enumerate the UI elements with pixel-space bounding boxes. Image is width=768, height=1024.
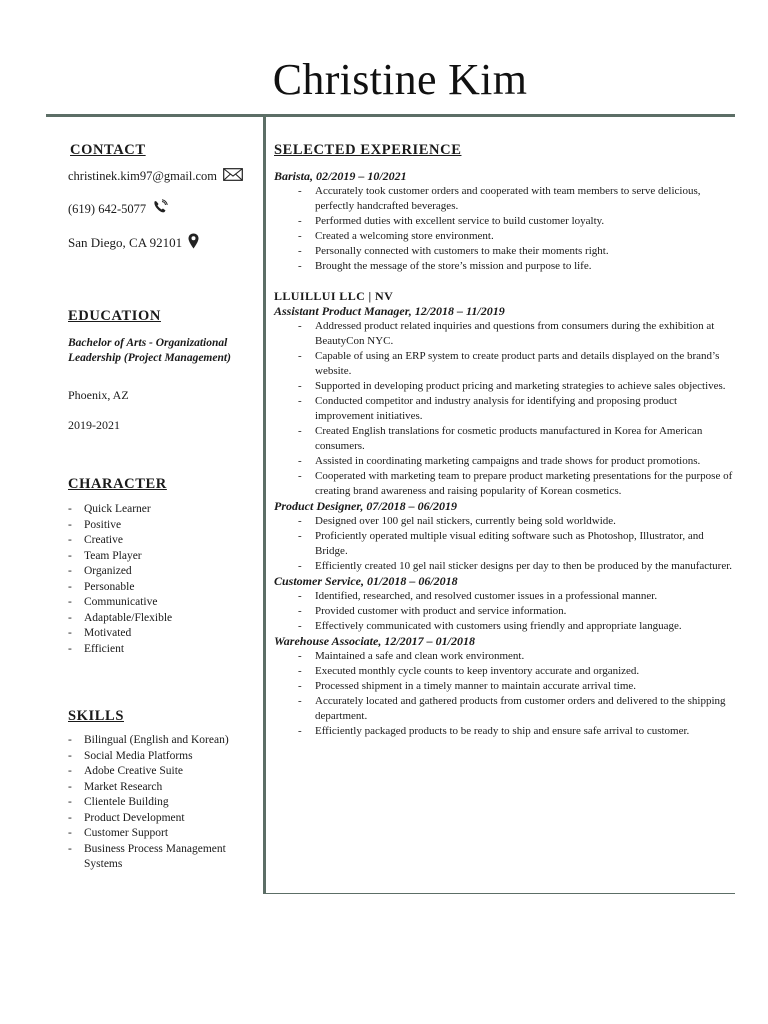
- list-item: - Positive: [68, 518, 258, 534]
- list-item: - Created a welcoming store environment.: [274, 229, 734, 244]
- phone-icon: [152, 199, 168, 219]
- list-item: - Organized: [68, 564, 258, 580]
- list-item: - Performed duties with excellent service to build customer loyalty.: [274, 214, 734, 229]
- character-heading: CHARACTER: [68, 476, 167, 492]
- list-item: - Addressed product related inquiries and questions from consumers during the exhibition at BeautyCon NYC.: [274, 319, 734, 349]
- contact-heading: CONTACT: [70, 142, 146, 158]
- experience-heading: SELECTED EXPERIENCE: [274, 142, 462, 158]
- list-item: - Efficiently packaged products to be ready to ship and ensure safe arrival to customer.: [274, 724, 734, 739]
- list-item: - Provided customer with product and service information.: [274, 604, 734, 619]
- character-list: [68, 502, 258, 657]
- barista-bullets: [274, 184, 734, 274]
- list-item: - Effectively communicated with customers using friendly and appropriate language.: [274, 619, 734, 634]
- skills-list: [68, 733, 253, 873]
- list-item: - Clientele Building: [68, 795, 253, 811]
- education-years: 2019-2021: [68, 418, 120, 432]
- list-item: - Accurately located and gathered products from customer orders and delivered to the shipping department.: [274, 694, 734, 724]
- contact-email[interactable]: christinek.kim97@gmail.com: [68, 169, 217, 183]
- list-item: - Personally connected with customers to make their moments right.: [274, 244, 734, 259]
- map-pin-icon: [188, 233, 199, 253]
- list-item: - Proficiently operated multiple visual editing software such as Photoshop, Illustrator, and Bridge.: [274, 529, 734, 559]
- apm-bullets: [274, 319, 734, 499]
- contact-location-row: [68, 233, 258, 253]
- list-item: - Product Development: [68, 811, 253, 827]
- list-item: - Executed monthly cycle counts to keep inventory accurate and organized.: [274, 664, 734, 679]
- warehouse-bullets: [274, 649, 734, 739]
- list-item: - Creative: [68, 533, 258, 549]
- company-name: LLUILLUI LLC | NV: [274, 289, 394, 303]
- list-item: - Capable of using an ERP system to create product parts and details displayed on the brand’s website.: [274, 349, 734, 379]
- job-title-warehouse: Warehouse Associate, 12/2017 – 01/2018: [274, 634, 476, 648]
- list-item: - Brought the message of the store’s mission and purpose to life.: [274, 259, 734, 274]
- job-title-customer-service: Customer Service, 01/2018 – 06/2018: [274, 574, 458, 588]
- list-item: - Personable: [68, 580, 258, 596]
- bottom-divider: [263, 893, 735, 894]
- envelope-icon: [223, 168, 243, 185]
- list-item: - Efficiently created 10 gel nail sticker designs per day to then be produced by the manufacturer.: [274, 559, 734, 574]
- list-item: - Customer Support: [68, 826, 253, 842]
- column-divider: [263, 114, 266, 894]
- list-item: - Adobe Creative Suite: [68, 764, 253, 780]
- list-item: - Bilingual (English and Korean): [68, 733, 253, 749]
- job-title-barista: Barista, 02/2019 – 10/2021: [274, 169, 407, 183]
- contact-location: San Diego, CA 92101: [68, 235, 183, 250]
- education-degree: Bachelor of Arts - Organizational Leadership (Project Management): [68, 337, 231, 364]
- list-item: - Communicative: [68, 595, 258, 611]
- job-title-apm: Assistant Product Manager, 12/2018 – 11/2019: [274, 304, 505, 318]
- header-divider: [46, 114, 735, 117]
- list-item: - Adaptable/Flexible: [68, 611, 258, 627]
- list-item: - Motivated: [68, 626, 258, 642]
- list-item: - Social Media Platforms: [68, 749, 253, 765]
- list-item: - Conducted competitor and industry analysis for identifying and proposing product improvement initiatives.: [274, 394, 734, 424]
- customer-service-bullets: [274, 589, 734, 634]
- list-item: - Market Research: [68, 780, 253, 796]
- list-item: - Accurately took customer orders and cooperated with team members to serve delicious, perfectly handcrafted beverages.: [274, 184, 734, 214]
- list-item: - Business Process Management Systems: [68, 842, 253, 873]
- education-heading: EDUCATION: [68, 308, 161, 324]
- list-item: - Team Player: [68, 549, 258, 565]
- list-item: - Cooperated with marketing team to prepare product marketing presentations for the purpose of creating brand awareness and raising popularity of Korean cosmetics.: [274, 469, 734, 499]
- list-item: - Supported in developing product pricing and marketing strategies to achieve sales objectives.: [274, 379, 734, 394]
- list-item: - Processed shipment in a timely manner to maintain accurate arrival time.: [274, 679, 734, 694]
- contact-phone: (619) 642-5077: [68, 201, 147, 216]
- list-item: - Maintained a safe and clean work environment.: [274, 649, 734, 664]
- resume-name: Christine Kim: [272, 55, 528, 104]
- list-item: - Efficient: [68, 642, 258, 658]
- designer-bullets: [274, 514, 734, 574]
- list-item: - Identified, researched, and resolved customer issues in a professional manner.: [274, 589, 734, 604]
- list-item: - Designed over 100 gel nail stickers, currently being sold worldwide.: [274, 514, 734, 529]
- list-item: - Created English translations for cosmetic products manufactured in Korea for American consumers.: [274, 424, 734, 454]
- right-column: [274, 142, 734, 739]
- list-item: - Assisted in coordinating marketing campaigns and trade shows for product promotions.: [274, 454, 734, 469]
- contact-email-row: [68, 168, 258, 185]
- job-title-designer: Product Designer, 07/2018 – 06/2019: [274, 499, 458, 513]
- education-place: Phoenix, AZ: [68, 388, 129, 402]
- skills-heading: SKILLS: [68, 708, 124, 724]
- left-column: [68, 142, 258, 873]
- list-item: - Quick Learner: [68, 502, 258, 518]
- contact-phone-row: [68, 199, 258, 219]
